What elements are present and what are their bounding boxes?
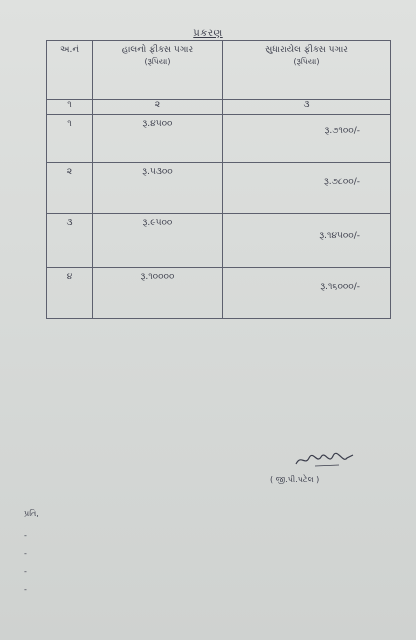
row-serial: ૧ (47, 115, 93, 163)
header-current-pay (93, 41, 223, 100)
row-revised-pay: રૂ.૭૧૦૦/- (223, 115, 391, 163)
row-current-pay: રૂ.૯૫૦૦ (93, 214, 223, 268)
table-row (47, 214, 391, 268)
distribution-heading: પ્રતિ, (24, 509, 39, 518)
table-row (47, 115, 391, 163)
column-number: ૨ (93, 100, 223, 115)
signatory-name: ( જી.પી.પટેલ ) (270, 475, 320, 484)
row-revised-pay: રૂ.૧૬૦૦૦/- (223, 268, 391, 319)
body-text (22, 268, 398, 280)
header-revised-sub: (રૂપિયા) (293, 57, 320, 66)
distribution-list (24, 505, 404, 599)
document-heading: પ્રકરણ (193, 28, 223, 39)
row-revised-pay: રૂ.૭૮૦૦/- (223, 163, 391, 214)
column-number-row (47, 100, 391, 115)
recipient-item (24, 527, 404, 545)
column-number: ૩ (223, 100, 391, 115)
recipient-item (24, 581, 404, 599)
row-revised-pay: રૂ.૧૪૫૦૦/- (223, 214, 391, 268)
row-serial: ૩ (47, 214, 93, 268)
signature-block (270, 450, 380, 488)
table-row (47, 163, 391, 214)
header-current-title: હાલનો ફીક્સ પગાર (121, 45, 194, 55)
header-current-sub: (રૂપિયા) (144, 57, 171, 66)
row-serial: ૪ (47, 268, 93, 319)
row-serial: ૨ (47, 163, 93, 214)
recipient-item (24, 545, 404, 563)
column-number: ૧ (47, 100, 93, 115)
header-serial: અ.નં (47, 41, 93, 100)
row-current-pay: રૂ.૫૩૦૦ (93, 163, 223, 214)
row-current-pay: રૂ.૧૦૦૦૦ (93, 268, 223, 319)
header-revised-title: સુધારાયેલ ફીક્સ પગાર (265, 45, 348, 55)
row-current-pay: રૂ.૪૫૦૦ (93, 115, 223, 163)
recipient-item (24, 563, 404, 581)
header-revised-pay (223, 41, 391, 100)
handwritten-signature (293, 450, 357, 470)
table-header-row (47, 41, 391, 100)
